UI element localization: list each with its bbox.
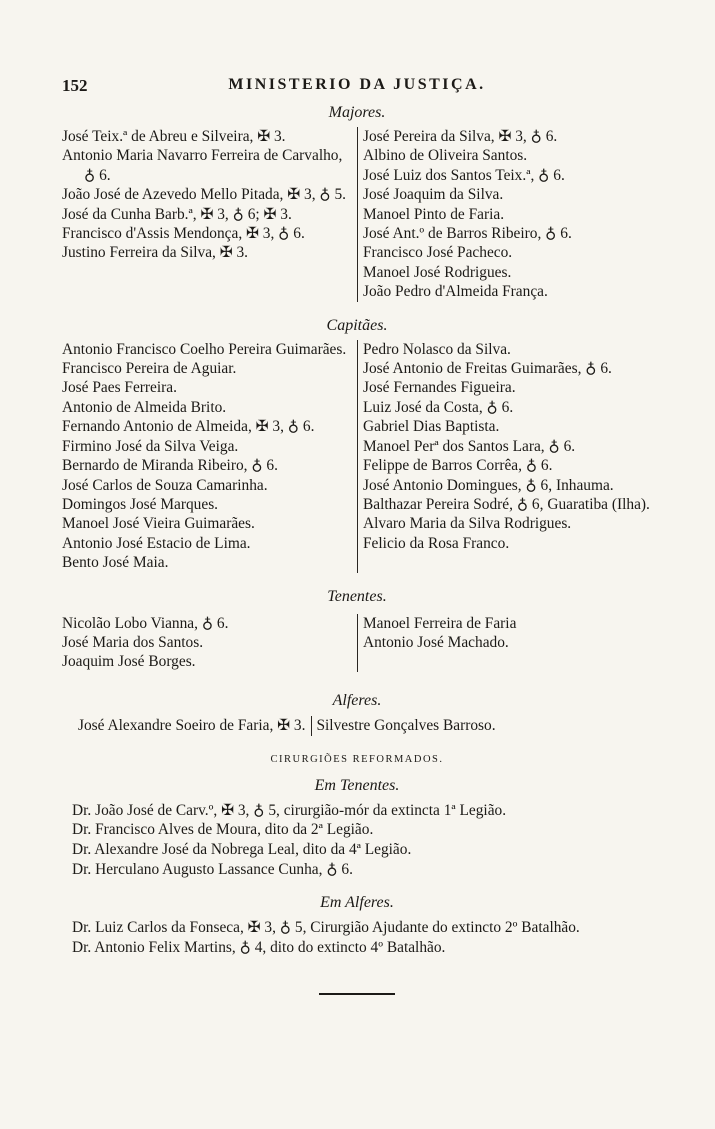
list-item: Dr. Herculano Augusto Lassance Cunha, ♁ 6.: [72, 860, 353, 878]
list-item: Dr. Francisco Alves de Moura, dito da 2ª Legião.: [72, 821, 374, 839]
list-item: Firmino José da Silva Veiga.: [62, 437, 239, 455]
list-item: João Pedro d'Almeida França.: [363, 283, 548, 301]
list-item: José Luiz dos Santos Teix.ª, ♁ 6.: [363, 166, 565, 184]
em-alferes-list: [62, 918, 652, 957]
list-item: João José de Azevedo Mello Pitada, ✠ 3, ♁ 5.: [62, 186, 347, 204]
section-title-cirurgioes: CIRURGIÕES REFORMADOS.: [270, 753, 444, 765]
majores-list: [62, 127, 652, 302]
list-item: José Joaquim da Silva.: [363, 186, 504, 204]
capitaes-list: [62, 340, 652, 573]
list-item: José Ant.º de Barros Ribeiro, ♁ 6.: [363, 225, 572, 243]
page-title: MINISTERIO DA JUSTIÇA.: [228, 76, 486, 93]
list-item: Manoel Pinto de Faria.: [363, 205, 505, 223]
list-item: Manoel Perª dos Santos Lara, ♁ 6.: [363, 437, 576, 455]
list-item: José Fernandes Figueira.: [363, 379, 516, 397]
list-item: Felippe de Barros Corrêa, ♁ 6.: [363, 457, 553, 475]
list-item: Luiz José da Costa, ♁ 6.: [363, 398, 514, 416]
section-title-majores: Majores.: [328, 104, 386, 121]
list-item: Pedro Nolasco da Silva.: [363, 340, 511, 358]
list-item: Joaquim José Borges.: [62, 653, 196, 671]
list-item: Dr. Luiz Carlos da Fonseca, ✠ 3, ♁ 5, Cirurgião Ajudante do extincto 2º Batalhão.: [72, 919, 580, 937]
list-item: Domingos José Marques.: [62, 495, 219, 513]
column-divider: [311, 716, 312, 736]
list-item: Bernardo de Miranda Ribeiro, ♁ 6.: [62, 457, 278, 475]
list-item: Manoel José Rodrigues.: [363, 263, 512, 281]
list-item: Antonio José Machado.: [363, 633, 509, 651]
section-title-tenentes: Tenentes.: [327, 587, 387, 605]
list-item: Manoel José Vieira Guimarães.: [62, 515, 255, 533]
tenentes-left-column: [62, 614, 357, 672]
list-item: Albino de Oliveira Santos.: [363, 147, 528, 165]
list-item: Alvaro Maria da Silva Rodrigues.: [363, 515, 572, 533]
list-item: José Antonio Domingues, ♁ 6, Inhauma.: [363, 476, 614, 494]
list-item: Justino Ferreira da Silva, ✠ 3.: [62, 244, 249, 262]
list-item: José Maria dos Santos.: [62, 633, 204, 651]
list-item: Fernando Antonio de Almeida, ✠ 3, ♁ 6.: [62, 418, 315, 436]
tenentes-right-column: [357, 614, 652, 672]
list-item: Gabriel Dias Baptista.: [363, 418, 500, 436]
page-number: 152: [62, 76, 88, 95]
list-item: Bento José Maia.: [62, 554, 169, 572]
majores-left-column: [62, 127, 357, 302]
alferes-row: [62, 716, 652, 736]
list-item: Dr. Alexandre José da Nobrega Leal, dito da 4ª Legião.: [72, 840, 412, 858]
list-item: Antonio de Almeida Brito.: [62, 398, 227, 416]
list-item: Felicio da Rosa Franco.: [363, 534, 510, 552]
list-item: Silvestre Gonçalves Barroso.: [316, 716, 496, 734]
capitaes-left-column: [62, 340, 357, 573]
list-item: José Carlos de Souza Camarinha.: [62, 476, 268, 494]
section-title-em-tenentes: Em Tenentes.: [314, 776, 400, 794]
section-title-capitaes: Capitães.: [326, 316, 388, 334]
document-page: [62, 76, 652, 995]
list-item: José Antonio de Freitas Guimarães, ♁ 6.: [363, 360, 612, 378]
list-item: Francisco d'Assis Mendonça, ✠ 3, ♁ 6.: [62, 225, 305, 243]
capitaes-right-column: [357, 340, 652, 573]
page-header: [62, 76, 652, 102]
list-item: José Paes Ferreira.: [62, 379, 177, 397]
list-item: Nicolão Lobo Vianna, ♁ 6.: [62, 614, 229, 632]
em-tenentes-list: [62, 801, 652, 879]
list-item: Antonio José Estacio de Lima.: [62, 534, 251, 552]
list-item: José Pereira da Silva, ✠ 3, ♁ 6.: [363, 128, 558, 145]
list-item: Francisco José Pacheco.: [363, 244, 513, 262]
list-item: José Alexandre Soeiro de Faria, ✠ 3.: [78, 716, 306, 734]
majores-right-column: [357, 127, 652, 302]
list-item: José da Cunha Barb.ª, ✠ 3, ♁ 6; ✠ 3.: [62, 205, 292, 223]
list-item: Francisco Pereira de Aguiar.: [62, 360, 237, 378]
list-item: José Teix.ª de Abreu e Silveira, ✠ 3.: [62, 128, 286, 145]
section-title-alferes: Alferes.: [332, 691, 382, 709]
end-rule: [319, 993, 395, 995]
list-item: Manoel Ferreira de Faria: [363, 614, 517, 632]
list-item: Antonio Francisco Coelho Pereira Guimarães.: [62, 340, 347, 358]
tenentes-list: [62, 614, 652, 672]
list-item: Antonio Maria Navarro Ferreira de Carvalho, ♁ 6.: [62, 147, 343, 184]
list-item: Dr. João José de Carv.º, ✠ 3, ♁ 5, cirurgião-mór da extincta 1ª Legião.: [72, 801, 507, 819]
section-title-em-alferes: Em Alferes.: [320, 894, 394, 912]
list-item: Dr. Antonio Felix Martins, ♁ 4, dito do extincto 4º Batalhão.: [72, 938, 446, 956]
list-item: Balthazar Pereira Sodré, ♁ 6, Guaratiba (Ilha).: [363, 495, 650, 513]
